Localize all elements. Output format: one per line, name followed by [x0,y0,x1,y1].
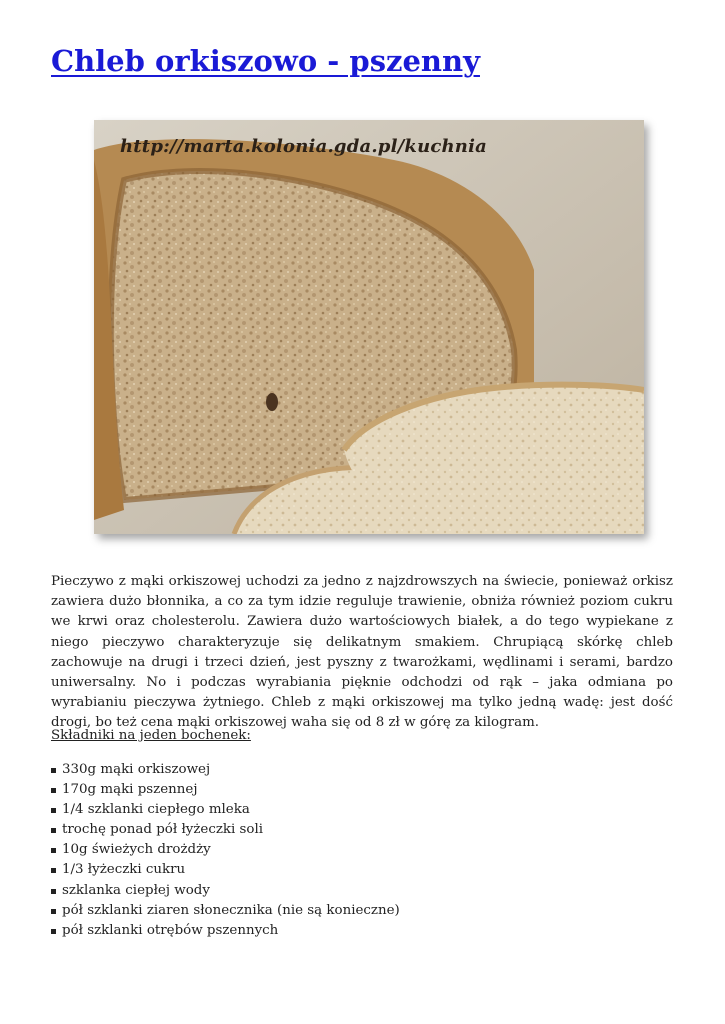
ingredient-text: 330g mąki orkiszowej [62,762,211,777]
ingredient-text: pół szklanki ziaren słonecznika (nie są konieczne) [62,902,400,918]
ingredients-list [51,760,400,941]
bullet-icon [51,788,56,793]
list-item [51,840,400,860]
list-item [51,820,400,840]
bullet-icon [51,848,56,853]
bullet-icon [51,808,56,813]
bullet-icon [51,929,56,934]
list-item [51,921,400,941]
bullet-icon [51,768,56,773]
ingredient-text: 10g świeżych drożdży [62,842,211,858]
bread-photo [94,120,644,534]
photo-watermark: http://marta.kolonia.gda.pl/kuchnia [120,136,487,157]
list-item [51,881,400,901]
list-item [51,800,400,820]
list-item [51,901,400,921]
bread-illustration [94,120,644,534]
intro-paragraph: Pieczywo z mąki orkiszowej uchodzi za jedno z najzdrowszych na świecie, ponieważ orkisz zawiera dużo błonnika, a co za tym idzie reguluje trawienie, obniża również poziom cukru we krwi oraz cholesterolu. Zawiera dużo wartościowych białek, a do tego wypiekane z niego pieczywo charakteryzuje się delikatnym smakiem. Chrupiącą skórkę chleb zachowuje na drugi i trzeci dzień, jest pyszny z twarożkami, wędlinami i serami, bardzo uniwersalny. No i podczas wyrabiania pięknie odchodzi od rąk – jaka odmiana po wyrabianiu pieczywa żytniego. Chleb z mąki orkiszowej ma tylko jedną wadę: jest dość drogi, bo też cena mąki orkiszowej waha się od 8 zł w górę za kilogram. [51,574,673,731]
ingredient-text: 170g mąki pszennej [62,782,198,798]
page-title[interactable]: Chleb orkiszowo - pszenny [51,44,480,78]
list-item [51,780,400,800]
bullet-icon [51,909,56,914]
list-item [51,760,400,780]
ingredient-text: 1/4 szklanki ciepłego mleka [62,802,250,818]
ingredient-text: pół szklanki otrębów pszennych [62,922,279,938]
bullet-icon [51,868,56,873]
ingredients-heading: Składniki na jeden bochenek: [51,728,251,743]
bullet-icon [51,889,56,894]
bullet-icon [51,828,56,833]
ingredient-text: szklanka ciepłej wody [62,882,210,898]
ingredient-text: trochę ponad pół łyżeczki soli [62,822,264,838]
ingredient-text: 1/3 łyżeczki cukru [62,862,186,878]
list-item [51,860,400,880]
